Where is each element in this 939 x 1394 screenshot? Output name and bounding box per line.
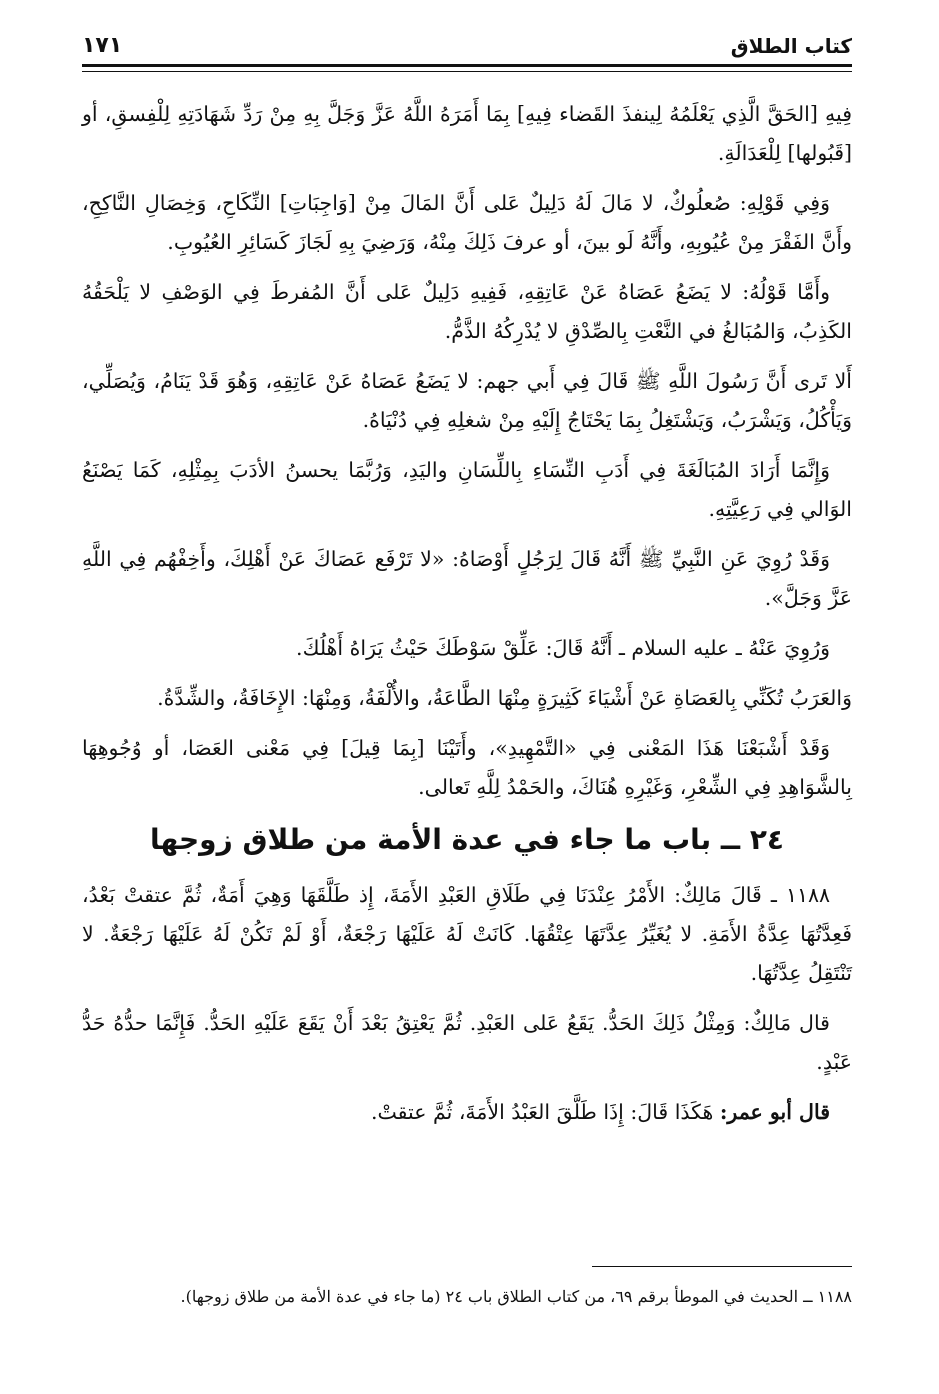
book-title: كتاب الطلاق	[730, 34, 852, 58]
chapter-heading: ٢٤ ــ باب ما جاء في عدة الأمة من طلاق زوجها	[150, 823, 784, 856]
paragraph: أَلا تَرى أَنَّ رَسُولَ اللَّهِ ﷺ قَالَ فِي أَبي جهم: لا يَضَعُ عَصَاهُ عَنْ عَاتِقِهِ، وَهُوَ قَدْ يَنَامُ، وَيُصَلِّي، وَيَأْكُلُ، وَيَشْرَبُ، وَيَشْتَغِلُ بِمَا يَحْتَاجُ إِلَيْهِ مِنْ شغلِهِ فِي دُنْيَاهُ.	[82, 369, 852, 432]
paragraph: وأَمَّا قَوْلُهُ: لا يَضَعُ عَصَاهُ عَنْ عَاتِقِهِ، فَفِيهِ دَلِيلٌ عَلى أَنَّ المُفرطَ فِي الوَصْفِ لا يَلْحَقُهُ الكَذِبُ، وَالمُبَالغُ في النَّعْتِ بِالصِّدْقِ لا يُدْرِكُهُ الذَّمُّ.	[82, 280, 852, 343]
paragraph: وَقَدْ أَشْبَعْنَا هَذَا المَعْنى فِي «التَّمْهِيدِ»، وأَتَيْنَا [بِمَا قِيلَ] فِي مَعْنى العَصَا، أو وُجُوهِهَا بِالشَّوَاهِدِ فِي الشِّعْرِ، وَغَيْرِهِ هُنَاكَ، والحَمْدُ لِلَّهِ تَعالى.	[82, 736, 852, 799]
body-text	[82, 95, 852, 1132]
speaker-lead: قال أبو عمر:	[719, 1100, 830, 1124]
paragraph: وَفِي قَوْلِهِ: صُعلُوكٌ، لا مَالَ لَهُ دَلِيلٌ عَلى أَنَّ المَالَ مِنْ [وَاجِبَاتِ] النِّكَاحِ، وَخِصَالِ النَّاكِحِ، وأَنَّ الفَقْرَ مِنْ عُيُوبِهِ، وأَنَّهُ لَو بينَ، أو عرفَ ذَلِكَ مِنْهُ، وَرَضِيَ بِهِ لَجَازَ كَسَائِرِ العُيُوبِ.	[82, 191, 852, 254]
final-paragraph-text: هَكَذَا قَالَ: إِذَا طَلَّقَ العَبْدُ الأَمَةَ، ثُمَّ عتقتْ.	[371, 1100, 720, 1124]
header-rule	[82, 71, 852, 72]
paragraph: وَإِنَّمَا أَرَادَ المُبَالَغَةَ فِي أَدَبِ النِّسَاءِ بِاللِّسَانِ واليَدِ، وَرُبَّمَا يحسنُ الأدَبَ بِمِثْلِهِ، كَمَا يَصْنَعُ الوَالي فِي رَعِيَّتِهِ.	[82, 458, 852, 521]
paragraph: ١١٨٨ ـ قَالَ مَالِكٌ: الأَمْرُ عِنْدَنَا فِي طَلَاقِ العَبْدِ الأَمَةَ، إِذ طَلَّقَهَا وَهِيَ أَمَةٌ، ثُمَّ عتقتْ بَعْدُ، فَعِدَّتُهَا عِدَّةُ الأَمَةِ. لا يُغَيِّرُ عِدَّتَهَا عِتْقُهَا. كَانَتْ لَهُ عَلَيْهَا رَجْعَةٌ، أَوْ لَمْ تَكُنْ لَهُ عَلَيْهَا رَجْعَةٌ. لا تَنْتَقِلُ عِدَّتُهَا.	[82, 883, 852, 985]
paragraph: فِيهِ [الحَقَّ الَّذِي يَعْلَمُهُ لِينفذَ القَضاء فِيهِ] بِمَا أَمَرَهُ اللَّهُ عَزَّ وَجَلَّ بِهِ مِنْ رَدِّ شَهَادَتِهِ لِلْفِسقِ، أو [قَبُولها] لِلْعَدَالَةِ.	[82, 102, 852, 165]
book-page	[82, 20, 852, 1374]
page-number: ١٧١	[82, 33, 123, 58]
footnote: ١١٨٨ ــ الحديث في الموطأ برقم ٦٩، من كتاب الطلاق باب ٢٤ (ما جاء في عدة الأمة من طلاق زوجها).	[180, 1287, 852, 1306]
final-paragraph	[82, 1093, 852, 1132]
paragraph: قال مَالِكٌ: وَمِثْلُ ذَلِكَ الحَدُّ. يَقَعُ عَلى العَبْدِ. ثُمَّ يَعْتِقُ بَعْدَ أَنْ يَقَعَ عَلَيْهِ الحَدُّ. فَإِنَّمَا حدُّهُ حَدُّ عَبْدٍ.	[82, 1011, 852, 1074]
paragraph: وَقَدْ رُوِيَ عَنِ النَّبِيِّ ﷺ أَنَّهُ قَالَ لِرَجُلٍ أَوْصَاهُ: «لا تَرْفَع عَصَاكَ عَنْ أَهْلِكَ، وأَخِفْهُم فِي اللَّهِ عَزَّ وَجَلَّ».	[82, 547, 852, 610]
paragraph: وَرُوِيَ عَنْهُ ـ عليه السلام ـ أَنَّهُ قَالَ: عَلِّقْ سَوْطَكَ حَيْثُ يَرَاهُ أَهْلُكَ.	[296, 636, 830, 660]
footnote-rule	[592, 1266, 852, 1267]
paragraph: وَالعَرَبُ تُكَنِّي بِالعَصَاةِ عَنْ أَشْيَاءَ كَثِيرَةٍ مِنْهَا الطَّاعَةُ، والأُلْفَةُ، وَمِنْهَا: الإِخَافَةُ، والشِّدَّةُ.	[157, 686, 852, 710]
running-header	[82, 20, 852, 67]
